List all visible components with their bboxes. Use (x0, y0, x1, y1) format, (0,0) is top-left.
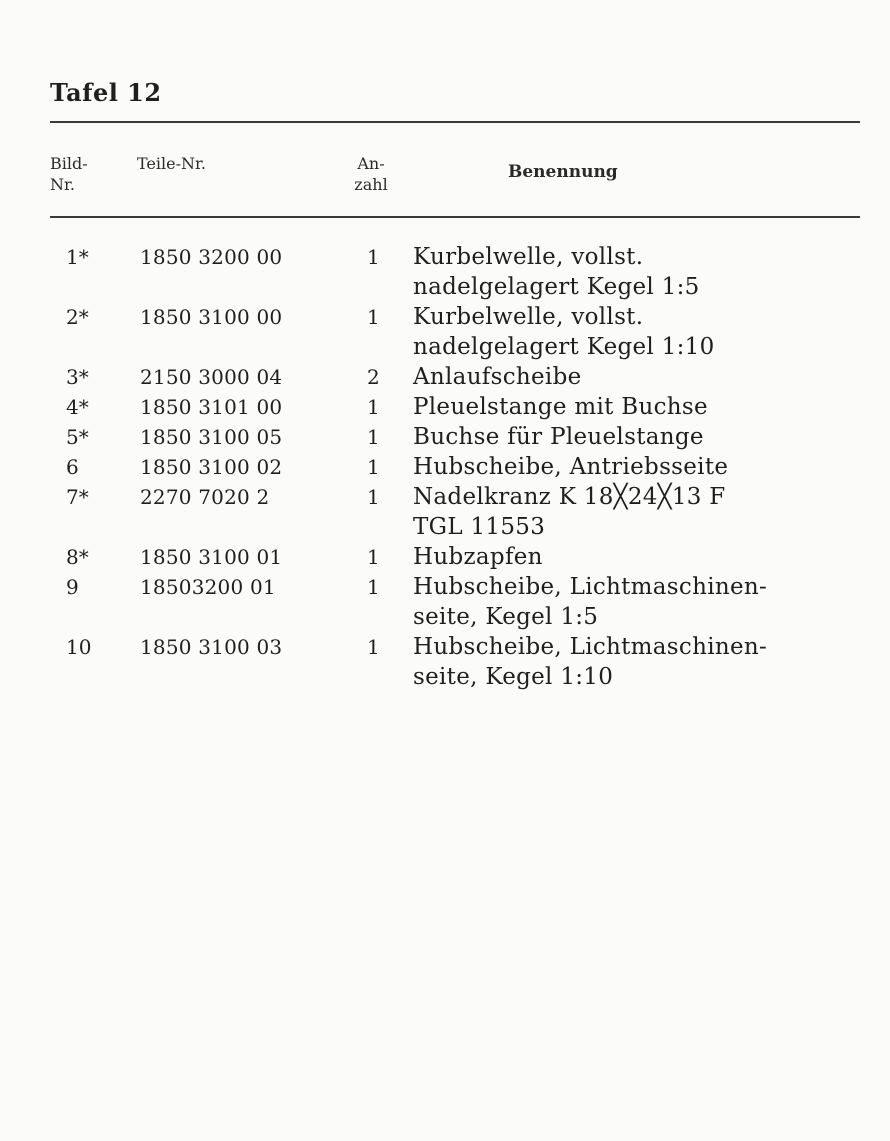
anzahl-cell: 1 (367, 395, 380, 419)
anzahl-cell: 1 (367, 635, 380, 659)
benennung-cell (413, 632, 860, 692)
benennung-cell (413, 362, 860, 392)
teile-nr-cell: 1850 3100 02 (140, 455, 283, 479)
benennung-line: Pleuelstange mit Buchse (413, 394, 708, 420)
benennung-line: Anlaufscheibe (413, 364, 582, 390)
benennung-line: Hubscheibe, Antriebsseite (413, 454, 729, 480)
table-row (50, 542, 860, 572)
page-title: Tafel 12 (50, 78, 162, 107)
benennung-cell (413, 392, 860, 422)
bild-nr-cell: 9 (66, 575, 79, 599)
table-row (50, 362, 860, 392)
benennung-cell (413, 422, 860, 452)
header-anzahl (348, 153, 394, 195)
anzahl-cell: 1 (367, 575, 380, 599)
benennung-line: Buchse für Pleuelstange (413, 424, 704, 450)
teile-nr-cell: 1850 3100 01 (140, 545, 283, 569)
header-bild-line1: Bild- (50, 154, 88, 173)
parts-table (50, 242, 860, 692)
header-teile-nr: Teile-Nr. (137, 154, 206, 173)
teile-nr-cell: 18503200 01 (140, 575, 276, 599)
benennung-line: seite, Kegel 1:5 (413, 604, 599, 630)
teile-nr-cell: 1850 3100 03 (140, 635, 283, 659)
table-row (50, 242, 860, 302)
teile-nr-cell: 1850 3100 00 (140, 305, 283, 329)
table-row (50, 632, 860, 692)
teile-nr-cell: 2270 7020 2 (140, 485, 270, 509)
anzahl-cell: 1 (367, 305, 380, 329)
bild-nr-cell: 5* (66, 425, 89, 449)
benennung-line: Kurbelwelle, vollst. (413, 244, 644, 270)
benennung-line: nadelgelagert Kegel 1:10 (413, 334, 715, 360)
anzahl-cell: 2 (367, 365, 380, 389)
table-row (50, 302, 860, 362)
teile-nr-cell: 1850 3101 00 (140, 395, 283, 419)
table-row (50, 392, 860, 422)
benennung-line: Hubzapfen (413, 544, 543, 570)
header-bild-nr (50, 153, 88, 195)
benennung-line: nadelgelagert Kegel 1:5 (413, 274, 700, 300)
table-row (50, 482, 860, 542)
anzahl-cell: 1 (367, 425, 380, 449)
header-bild-line2: Nr. (50, 175, 75, 194)
header-benennung: Benennung (508, 162, 618, 182)
bild-nr-cell: 1* (66, 245, 89, 269)
benennung-cell (413, 572, 860, 632)
bild-nr-cell: 3* (66, 365, 89, 389)
header-anzahl-line1: An- (357, 154, 385, 173)
header-anzahl-line2: zahl (354, 175, 388, 194)
benennung-line: Nadelkranz K 18╳24╳13 F (413, 484, 726, 510)
anzahl-cell: 1 (367, 455, 380, 479)
table-row (50, 452, 860, 482)
header-rule (50, 216, 860, 218)
benennung-line: TGL 11553 (413, 514, 546, 540)
benennung-cell (413, 302, 860, 362)
anzahl-cell: 1 (367, 245, 380, 269)
teile-nr-cell: 1850 3100 05 (140, 425, 283, 449)
benennung-line: seite, Kegel 1:10 (413, 664, 614, 690)
benennung-line: Kurbelwelle, vollst. (413, 304, 644, 330)
anzahl-cell: 1 (367, 545, 380, 569)
benennung-line: Hubscheibe, Lichtmaschinen- (413, 634, 768, 660)
bild-nr-cell: 8* (66, 545, 89, 569)
teile-nr-cell: 2150 3000 04 (140, 365, 283, 389)
bild-nr-cell: 7* (66, 485, 89, 509)
benennung-cell (413, 482, 860, 542)
benennung-cell (413, 452, 860, 482)
top-rule (50, 121, 860, 123)
benennung-cell (413, 242, 860, 302)
teile-nr-cell: 1850 3200 00 (140, 245, 283, 269)
table-row (50, 422, 860, 452)
benennung-cell (413, 542, 860, 572)
bild-nr-cell: 4* (66, 395, 89, 419)
bild-nr-cell: 6 (66, 455, 79, 479)
benennung-line: Hubscheibe, Lichtmaschinen- (413, 574, 768, 600)
table-row (50, 572, 860, 632)
bild-nr-cell: 10 (66, 635, 92, 659)
bild-nr-cell: 2* (66, 305, 89, 329)
anzahl-cell: 1 (367, 485, 380, 509)
